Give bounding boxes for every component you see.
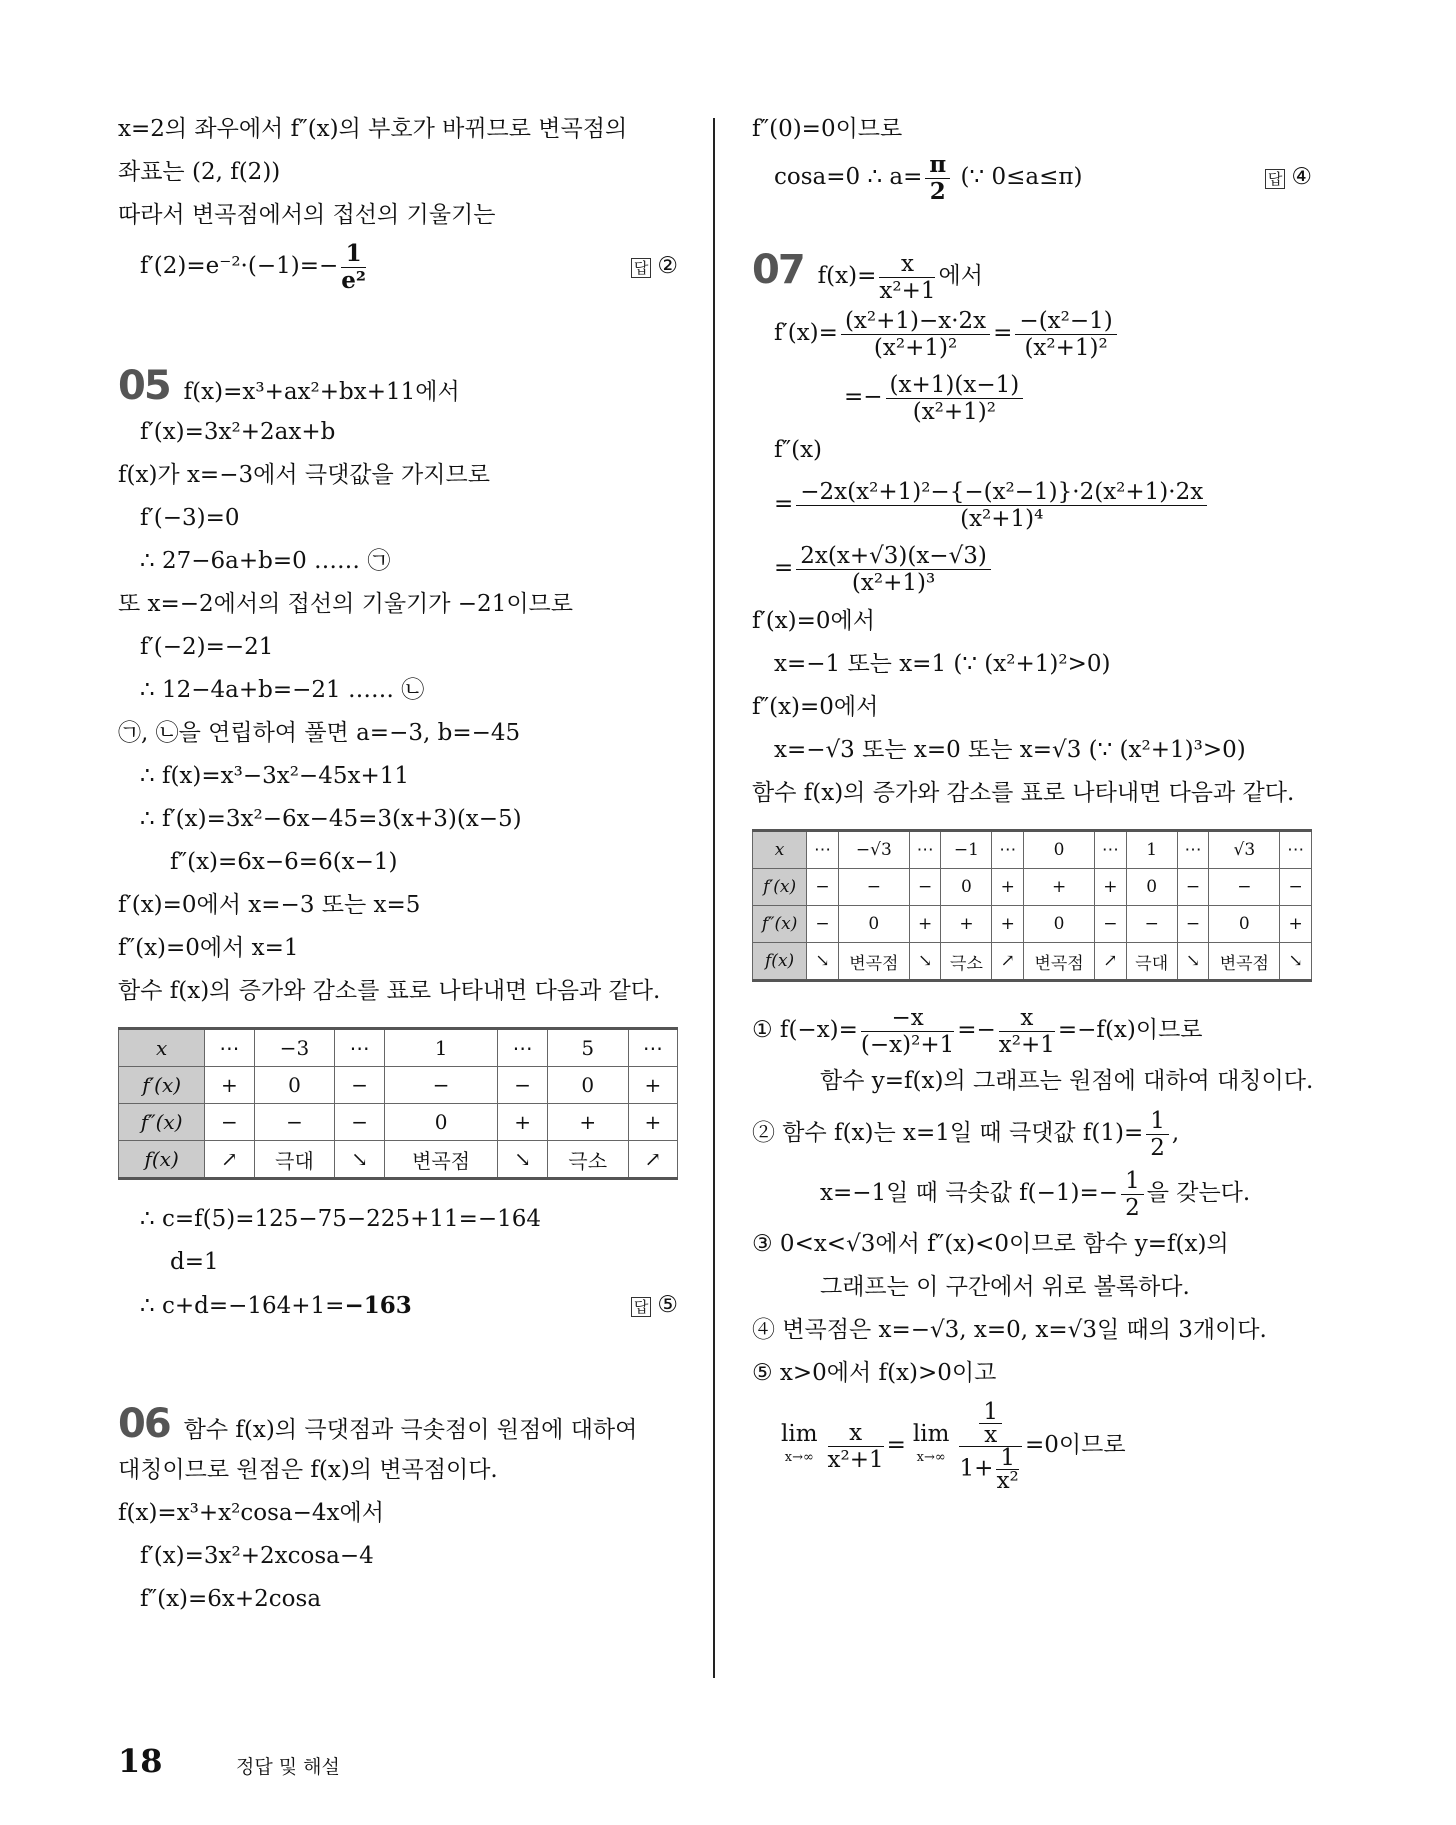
table-cell: ↘ xyxy=(1177,943,1209,981)
fraction xyxy=(879,251,935,304)
text-line: f(x)가 x=−3에서 극댓값을 가지므로 xyxy=(118,462,490,488)
fraction-numerator: 1 xyxy=(996,1447,1019,1470)
table-cell: ↘ xyxy=(909,943,941,981)
equation-text: 에서 xyxy=(938,263,983,289)
left-column xyxy=(118,108,678,1621)
result-value: −163 xyxy=(344,1292,412,1319)
fraction xyxy=(796,479,1207,532)
fraction-numerator: 1 xyxy=(1121,1168,1144,1195)
fraction-numerator: (x+1)(x−1) xyxy=(886,372,1024,399)
fraction-denominator: x²+1 xyxy=(879,277,936,304)
equation-line xyxy=(752,151,1312,203)
fraction xyxy=(1146,1108,1169,1161)
row-header: f′(x) xyxy=(753,869,807,906)
equation-text: 을 갖는다. xyxy=(1146,1180,1251,1206)
text-line: f′(x)=0에서 xyxy=(752,608,875,634)
table-cell: 극대 xyxy=(254,1141,335,1179)
fraction xyxy=(999,1005,1055,1058)
row-header: f″(x) xyxy=(119,1104,205,1141)
table-cell: − xyxy=(807,869,839,906)
fraction-denominator xyxy=(959,1444,1022,1494)
equation-line: = $\frac{2x(x+√3)(x-√3)}{\text{(x²+1)³}}$ xyxy=(752,536,1312,600)
fraction-numerator: (x²+1)−x·2x xyxy=(841,308,990,335)
table-cell: − xyxy=(1280,869,1312,906)
table-cell: 1 xyxy=(1126,831,1177,869)
table-cell: + xyxy=(498,1104,547,1141)
sign-table-05 xyxy=(118,1027,678,1180)
table-cell: −√3 xyxy=(838,831,909,869)
fraction xyxy=(828,1420,884,1473)
text-line: f(x)=x³+x²cosa−4x에서 xyxy=(118,1500,384,1526)
fraction xyxy=(979,1398,1002,1448)
answer-mark xyxy=(1265,151,1312,203)
option-4: ④ 변곡점은 x=−√3, x=0, x=√3일 때의 3개이다. xyxy=(752,1317,1267,1343)
limit-operator xyxy=(909,1422,954,1470)
fraction xyxy=(1015,308,1116,361)
table-cell: + xyxy=(992,906,1024,943)
equation-text: ∴ c+d=−164+1= xyxy=(140,1293,345,1319)
text-line: f′(x)=3x²+2xcosa−4 xyxy=(140,1543,374,1569)
table-cell: + xyxy=(1280,906,1312,943)
problem-number: 06 xyxy=(118,1401,170,1447)
equation-line xyxy=(118,237,678,295)
table-cell: − xyxy=(1209,869,1280,906)
table-cell: ↘ xyxy=(1280,943,1312,981)
table-cell: 0 xyxy=(1126,869,1177,906)
table-cell: ⋯ xyxy=(1177,831,1209,869)
text-line: f″(x)=0에서 x=1 xyxy=(118,935,299,961)
fraction-numerator: −(x²−1) xyxy=(1015,308,1116,335)
table-cell: 0 xyxy=(1024,831,1095,869)
fraction xyxy=(886,372,1024,425)
table-cell: ⋯ xyxy=(628,1029,677,1067)
table-cell: + xyxy=(205,1067,254,1104)
answer-mark xyxy=(631,237,678,295)
fraction-numerator: π xyxy=(925,152,950,179)
lim-word: lim xyxy=(781,1421,818,1447)
table-cell: − xyxy=(807,906,839,943)
table-cell: + xyxy=(1024,869,1095,906)
table-cell: + xyxy=(909,906,941,943)
text-line: f″(x)=6x+2cosa xyxy=(140,1586,322,1612)
option-2-cont xyxy=(752,1163,1312,1223)
text-line: x=−1 또는 x=1 (∵ (x²+1)²>0) xyxy=(774,651,1111,677)
answer-label: 답 xyxy=(631,258,652,278)
problem-07-header xyxy=(752,239,1312,304)
equation-text: =− xyxy=(957,1017,996,1043)
table-cell: − xyxy=(205,1104,254,1141)
table-cell: 0 xyxy=(254,1067,335,1104)
answer-value: ⑤ xyxy=(657,1292,678,1318)
fraction-denominator: (x²+1)⁴ xyxy=(960,505,1044,532)
table-cell: ⋯ xyxy=(498,1029,547,1067)
table-cell: + xyxy=(941,906,992,943)
table-cell: ⋯ xyxy=(335,1029,384,1067)
row-header: f′(x) xyxy=(119,1067,205,1104)
table-row xyxy=(119,1067,678,1104)
fraction xyxy=(1121,1168,1144,1221)
table-cell: ↗ xyxy=(1095,943,1127,981)
table-cell: 변곡점 xyxy=(1024,943,1095,981)
text-line: ∴ f′(x)=3x²−6x−45=3(x+3)(x−5) xyxy=(140,806,522,832)
text-line: x=2의 좌우에서 f″(x)의 부호가 바뀌므로 변곡점의 xyxy=(118,116,628,142)
equation-text: cosa=0 ∴ a= xyxy=(774,164,923,190)
table-cell: − xyxy=(909,869,941,906)
answer-value: ④ xyxy=(1291,164,1312,190)
fraction-denominator: x²+1 xyxy=(998,1031,1055,1058)
option-1 xyxy=(752,1000,1312,1060)
equation-text: , xyxy=(1171,1120,1180,1146)
text-line: ∴ 12−4a+b=−21 …… ㉡ xyxy=(140,677,425,703)
equation-text: ② 함수 f(x)는 x=1일 때 극댓값 f(1)= xyxy=(752,1120,1144,1146)
text-line: f″(x)=0에서 xyxy=(752,694,879,720)
compound-fraction xyxy=(959,1398,1022,1494)
text-line: f′(−3)=0 xyxy=(140,505,240,531)
table-cell: 0 xyxy=(838,906,909,943)
table-cell: ⋯ xyxy=(205,1029,254,1067)
condition-text: (∵ 0≤a≤π) xyxy=(960,164,1083,190)
fraction-numerator xyxy=(959,1398,1022,1448)
lim-subscript: x→∞ xyxy=(784,1450,814,1465)
fraction-denominator: 2 xyxy=(929,177,946,205)
table-cell: − xyxy=(335,1067,384,1104)
table-row xyxy=(753,906,1312,943)
fraction-numerator: 1 xyxy=(1146,1108,1169,1135)
limit-equation xyxy=(752,1395,1312,1495)
fraction-denominator: (x²+1)³ xyxy=(851,569,936,596)
table-cell: 0 xyxy=(941,869,992,906)
option-3: ③ 0<x<√3에서 f″(x)<0이므로 함수 y=f(x)의 xyxy=(752,1231,1229,1257)
text-line: 함수 f(x)의 증가와 감소를 표로 나타내면 다음과 같다. xyxy=(118,978,661,1004)
text-line: f″(x)=6x−6=6(x−1) xyxy=(170,849,398,875)
fraction xyxy=(861,1005,954,1058)
equation-line: =− $\frac{(x+1)(x-1)}{\text{(x²+1)²}}$ xyxy=(752,365,1312,429)
table-cell: − xyxy=(384,1067,498,1104)
lim-subscript: x→∞ xyxy=(916,1450,946,1465)
table-cell: − xyxy=(838,869,909,906)
text-line: 그래프는 이 구간에서 위로 볼록하다. xyxy=(820,1274,1190,1300)
table-cell: − xyxy=(1177,869,1209,906)
table-cell: − xyxy=(1177,906,1209,943)
table-cell: 0 xyxy=(547,1067,628,1104)
fraction-denominator: e² xyxy=(341,266,366,294)
table-cell: 0 xyxy=(384,1104,498,1141)
sign-table-07 xyxy=(752,829,1312,982)
table-row xyxy=(753,943,1312,981)
text-line: f′(−2)=−21 xyxy=(140,634,274,660)
equation-text: f′(x)= xyxy=(774,320,838,346)
table-cell: 0 xyxy=(1209,906,1280,943)
fraction-numerator: x xyxy=(999,1005,1055,1032)
table-cell: ↗ xyxy=(628,1141,677,1179)
equation-line: f′(x)= $\frac{\text{(x²+1)−x·2x}}{\text{(x²+1)²}}$ = $\frac{\text{−(x²−1)}}{\text{(x²+1)²}}$ xyxy=(752,301,1312,365)
text-line: 따라서 변곡점에서의 접선의 기울기는 xyxy=(118,202,496,228)
problem-05-header xyxy=(118,361,678,411)
equation-text: f′(2)=e⁻²·(−1)=− xyxy=(140,253,339,279)
fraction-numerator: x xyxy=(828,1420,884,1447)
fraction-numerator: −2x(x²+1)²−{−(x²−1)}·2(x²+1)·2x xyxy=(796,479,1207,506)
table-cell: −3 xyxy=(254,1029,335,1067)
text-line: f″(0)=0이므로 xyxy=(752,116,903,142)
table-cell: − xyxy=(254,1104,335,1141)
result-line xyxy=(118,1284,678,1327)
text-line: 좌표는 (2, f(2)) xyxy=(118,159,281,185)
option-5: ⑤ x>0에서 f(x)>0이고 xyxy=(752,1360,997,1386)
text-line: f′(x)=0에서 x=−3 또는 x=5 xyxy=(118,892,421,918)
table-cell: ↗ xyxy=(992,943,1024,981)
table-cell: −1 xyxy=(941,831,992,869)
table-cell: ↘ xyxy=(335,1141,384,1179)
table-cell: ↗ xyxy=(205,1141,254,1179)
column-divider xyxy=(713,118,715,1678)
table-cell: + xyxy=(628,1067,677,1104)
table-cell: ⋯ xyxy=(807,831,839,869)
text-line: f′(x)=3x²+2ax+b xyxy=(140,419,336,445)
footer-label: 정답 및 해설 xyxy=(236,1756,340,1778)
table-cell: ⋯ xyxy=(1095,831,1127,869)
equation-text: = xyxy=(886,1432,906,1458)
equation-line: = $\frac{\text{−2x(x²+1)²−\{−(x²−1)\}·2(x²+1)·2x}}{\text{(x²+1)⁴}}$ xyxy=(752,472,1312,536)
table-row xyxy=(119,1029,678,1067)
table-cell: ↘ xyxy=(498,1141,547,1179)
text-line: ∴ 27−6a+b=0 …… ㉠ xyxy=(140,548,391,574)
fraction-denominator: 2 xyxy=(1125,1194,1140,1221)
answer-mark xyxy=(631,1284,678,1327)
table-cell: + xyxy=(628,1104,677,1141)
fraction-denominator: (x²+1)² xyxy=(873,334,958,361)
problem-number: 05 xyxy=(118,363,170,409)
table-row xyxy=(119,1141,678,1179)
fraction xyxy=(996,1444,1019,1494)
lim-word: lim xyxy=(912,1421,950,1447)
table-cell: 극대 xyxy=(1126,943,1177,981)
table-cell: 1 xyxy=(384,1029,498,1067)
fraction-denominator: 2 xyxy=(1150,1134,1165,1161)
table-cell: √3 xyxy=(1209,831,1280,869)
answer-label: 답 xyxy=(631,1297,652,1317)
text-line: 또 x=−2에서의 접선의 기울기가 −21이므로 xyxy=(118,591,573,617)
table-cell: 변곡점 xyxy=(1209,943,1280,981)
table-cell: − xyxy=(498,1067,547,1104)
table-cell: 변곡점 xyxy=(838,943,909,981)
fraction-numerator: 1 xyxy=(341,241,366,268)
fraction-denominator: (−x)²+1 xyxy=(860,1031,955,1058)
row-header: f(x) xyxy=(119,1141,205,1179)
text-line: ㉠, ㉡을 연립하여 풀면 a=−3, b=−45 xyxy=(118,720,521,746)
text-line: 대칭이므로 원점은 f(x)의 변곡점이다. xyxy=(118,1457,498,1483)
row-header: f″(x) xyxy=(753,906,807,943)
text-line: 함수 y=f(x)의 그래프는 원점에 대하여 대칭이다. xyxy=(820,1068,1314,1094)
text-line: f″(x) xyxy=(774,437,823,463)
equation-text: x=−1일 때 극솟값 f(−1)=− xyxy=(820,1180,1119,1206)
fraction-denominator: x xyxy=(984,1421,998,1448)
table-cell: 극소 xyxy=(547,1141,628,1179)
fraction xyxy=(841,308,990,361)
equation-text: ① f(−x)= xyxy=(752,1017,858,1043)
fraction-numerator: 1 xyxy=(979,1401,1002,1424)
limit-operator xyxy=(777,1422,822,1470)
row-header: f(x) xyxy=(753,943,807,981)
problem-number: 07 xyxy=(752,247,804,293)
text-line: f(x)=x³+ax²+bx+11에서 xyxy=(183,379,460,405)
text-line: d=1 xyxy=(170,1249,219,1275)
table-cell: + xyxy=(1095,869,1127,906)
fraction-denominator: (x²+1)² xyxy=(1024,334,1108,361)
table-row xyxy=(119,1104,678,1141)
fraction-denominator: x² xyxy=(996,1467,1019,1494)
table-cell: ⋯ xyxy=(909,831,941,869)
table-cell: ⋯ xyxy=(992,831,1024,869)
text-line: ∴ f(x)=x³−3x²−45x+11 xyxy=(140,763,409,789)
text-line: 함수 f(x)의 증가와 감소를 표로 나타내면 다음과 같다. xyxy=(752,780,1295,806)
fraction-denominator: x²+1 xyxy=(827,1446,884,1473)
table-cell: 0 xyxy=(1024,906,1095,943)
table-cell: ↘ xyxy=(807,943,839,981)
problem-06-header xyxy=(118,1399,678,1449)
table-cell: ⋯ xyxy=(1280,831,1312,869)
equation-text: =−f(x)이므로 xyxy=(1057,1017,1203,1043)
answer-label: 답 xyxy=(1265,169,1286,189)
text-line: 함수 f(x)의 극댓점과 극솟점이 원점에 대하여 xyxy=(183,1417,638,1443)
table-cell: + xyxy=(547,1104,628,1141)
table-row xyxy=(753,831,1312,869)
table-cell: 5 xyxy=(547,1029,628,1067)
fraction-numerator: 2x(x+√3)(x−√3) xyxy=(796,543,991,570)
equation-text: 1+ xyxy=(959,1455,994,1481)
text-line: ∴ c=f(5)=125−75−225+11=−164 xyxy=(140,1206,542,1232)
page-number: 18 xyxy=(118,1742,163,1780)
option-2 xyxy=(752,1103,1312,1163)
right-column xyxy=(752,108,1312,1495)
table-row xyxy=(753,869,1312,906)
table-cell: 변곡점 xyxy=(384,1141,498,1179)
table-cell: + xyxy=(992,869,1024,906)
equation-text: f(x)= xyxy=(817,263,877,289)
fraction xyxy=(796,543,991,596)
table-cell: − xyxy=(1126,906,1177,943)
equation-text: =0이므로 xyxy=(1025,1432,1126,1458)
table-cell: − xyxy=(335,1104,384,1141)
fraction xyxy=(925,152,950,205)
fraction-numerator: −x xyxy=(861,1005,954,1032)
table-cell: 극소 xyxy=(941,943,992,981)
fraction xyxy=(341,241,366,294)
table-cell: − xyxy=(1095,906,1127,943)
row-header: x xyxy=(119,1029,205,1067)
row-header: x xyxy=(753,831,807,869)
fraction-numerator: x xyxy=(879,251,935,278)
fraction-denominator: (x²+1)² xyxy=(912,398,996,425)
text-line: x=−√3 또는 x=0 또는 x=√3 (∵ (x²+1)³>0) xyxy=(774,737,1246,763)
answer-value: ② xyxy=(657,253,678,279)
